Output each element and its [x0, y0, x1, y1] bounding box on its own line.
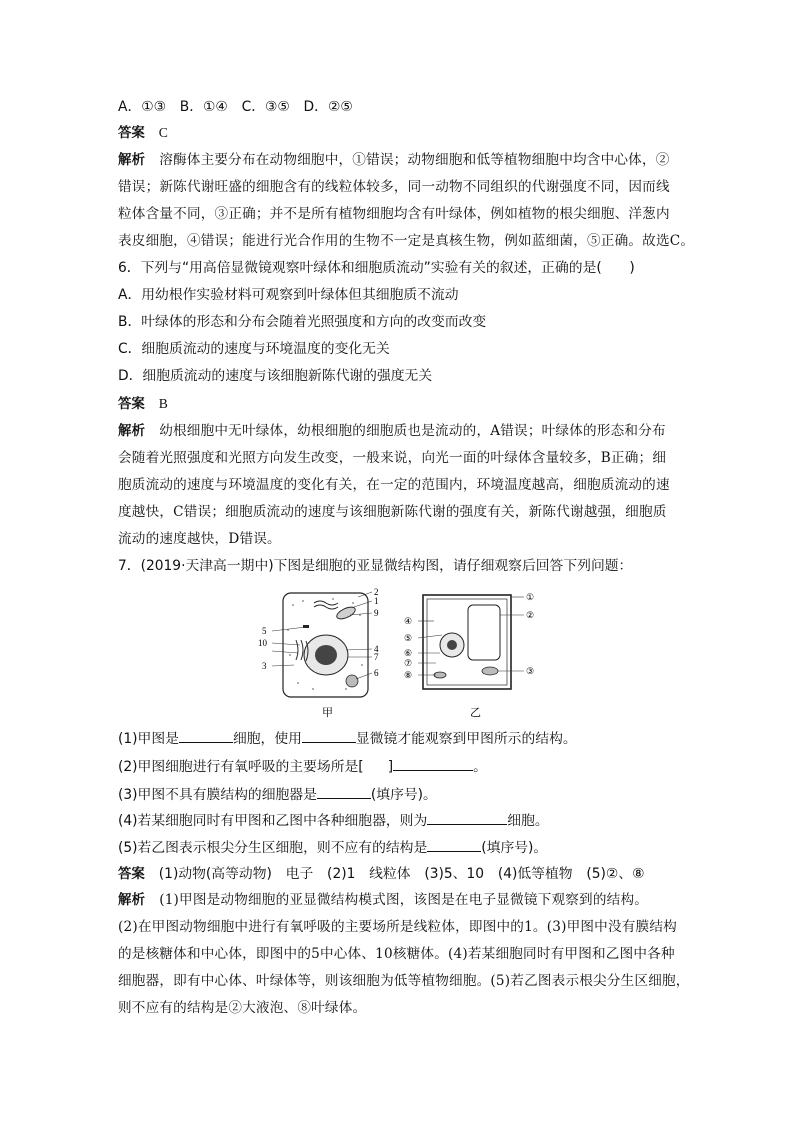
- animal-cell-centriole: [303, 625, 309, 628]
- animal-cell-lysosome: [346, 675, 358, 687]
- q7-sub4: (4)若某细胞同时有甲图和乙图中各种细胞器，则为 细胞。: [118, 813, 549, 829]
- q7-explain-line-5: 则不应有的结构是②大液泡、⑧叶绿体。: [118, 1000, 367, 1016]
- q6-explain-line-3: 胞质流动的速度与环境温度的变化有关，在一定的范围内，环境温度越高，细胞质流动的速: [118, 477, 670, 493]
- answer-label: 答案: [118, 397, 145, 412]
- jia-caption: 甲: [322, 707, 333, 719]
- q6-explain-line-1: [118, 422, 666, 441]
- q7-sub1: (1)甲图是 细胞，使用 显微镜才能观察到甲图所示的结构。: [118, 731, 577, 747]
- yi-caption: 乙: [470, 707, 481, 719]
- q7-sub5: (5)若乙图表示根尖分生区细胞，则不应有的结构是 (填序号)。: [118, 840, 548, 856]
- jia-label-3: 3: [262, 661, 267, 671]
- yi-label-4: ④: [404, 616, 413, 626]
- plant-cell-chloroplast: [482, 667, 498, 675]
- q7-answer-value: (1)动物(高等动物) 电子 (2)1 线粒体 (3)5、10 (4)低等植物 (5)②、⑧: [158, 866, 645, 882]
- q7-explain-line-1: [118, 891, 648, 910]
- q7-answer: [118, 865, 644, 884]
- q5-explain-line-3: 粒体含量不同，③正确；并不是所有植物细胞均含有叶绿体，例如植物的根尖细胞、洋葱内: [118, 206, 670, 222]
- yi-label-6: ⑥: [404, 648, 413, 658]
- jia-label-5: 5: [262, 626, 267, 636]
- jia-label-6: 6: [374, 668, 379, 678]
- jia-label-2: 2: [374, 587, 379, 597]
- q7-sub3: (3)甲图不具有膜结构的细胞器是 (填序号)。: [118, 787, 437, 803]
- plant-cell-nucleolus: [447, 640, 457, 650]
- q6-option-b: B．叶绿体的形态和分布会随着光照强度和方向的改变而改变: [118, 314, 487, 330]
- q6-option-a: A．用幼根作实验材料可观察到叶绿体但其细胞质不流动: [118, 287, 459, 303]
- q6-option-c: C．细胞质流动的速度与环境温度的变化无关: [118, 341, 390, 357]
- q5-explain-line-2: 错误；新陈代谢旺盛的细胞含有的线粒体较多，同一动物不同组织的代谢强度不同，因而线: [118, 179, 670, 195]
- yi-label-2: ②: [526, 610, 535, 620]
- q7-explain-line-3: 的是核糖体和中心体，即图中的5中心体、10核糖体。(4)若某细胞同时有甲图和乙图中各种: [118, 946, 675, 962]
- answer-blank[interactable]: [179, 729, 233, 743]
- q7-explain-line-2: (2)在甲图动物细胞中进行有氧呼吸的主要场所是线粒体，即图中的1。(3)甲图中没有膜结构: [118, 919, 677, 935]
- q5-answer: [118, 124, 168, 143]
- jia-label-9: 9: [374, 608, 379, 618]
- q6-stem: 6．下列与“用高倍显微镜观察叶绿体和细胞质流动”实验有关的叙述，正确的是( ): [118, 260, 635, 276]
- answer-label: 答案: [118, 126, 145, 141]
- explain-label: 解析: [118, 893, 146, 908]
- explain-label: 解析: [118, 153, 146, 168]
- q6-explain-line-2: 会随着光照强度和光照方向发生改变，一般来说，向光一面的叶绿体含量较多，B正确；细: [118, 450, 667, 466]
- animal-cell-diagram: [258, 587, 379, 719]
- answer-blank[interactable]: [393, 757, 473, 771]
- q5-answer-value: C: [158, 125, 168, 140]
- explain-label: 解析: [118, 424, 146, 439]
- animal-cell-nucleolus: [315, 645, 337, 665]
- jia-label-7: 7: [374, 652, 379, 662]
- answer-blank[interactable]: [317, 785, 371, 799]
- yi-label-8: ⑧: [404, 670, 413, 680]
- q6-explain-line-4: 度越快，C错误；细胞质流动的速度与该细胞新陈代谢的强度有关，新陈代谢越强，细胞质: [118, 504, 667, 520]
- yi-label-5: ⑤: [404, 633, 413, 643]
- q6-explain-line-5: 流动的速度越快，D错误。: [118, 531, 281, 547]
- jia-label-4: 4: [374, 644, 379, 654]
- q5-explain-line-1: [118, 151, 670, 170]
- yi-label-7: ⑦: [404, 658, 413, 668]
- q6-option-d: D．细胞质流动的速度与该细胞新陈代谢的强度无关: [118, 368, 433, 384]
- answer-blank[interactable]: [427, 811, 507, 825]
- jia-label-1: 1: [374, 596, 379, 606]
- q6-answer: [118, 395, 168, 414]
- yi-label-3: ③: [526, 666, 535, 676]
- q7-sub2: (2)甲图细胞进行有氧呼吸的主要场所是[ ] 。: [118, 759, 487, 775]
- answer-blank[interactable]: [302, 729, 356, 743]
- jia-label-10: 10: [258, 638, 267, 648]
- explain-text: 幼根细胞中无叶绿体，幼根细胞的细胞质也是流动的，A错误；叶绿体的形态和分布: [159, 423, 666, 439]
- answer-label: 答案: [118, 867, 145, 882]
- plant-cell-vacuole: [468, 605, 500, 660]
- q5-options: A．①③ B．①④ C．③⑤ D．②⑤: [118, 99, 353, 115]
- q6-answer-value: B: [158, 396, 168, 411]
- q5-explain-line-4: 表皮细胞，④错误；能进行光合作用的生物不一定是真核生物，例如蓝细菌，⑤正确。故选C。: [118, 233, 695, 249]
- plant-cell-diagram: [404, 592, 534, 719]
- yi-label-1: ①: [526, 592, 535, 602]
- explain-text: 溶酶体主要分布在动物细胞中，①错误；动物细胞和低等植物细胞中均含中心体，②: [159, 152, 670, 168]
- q7-stem: 7．(2019·天津高一期中)下图是细胞的亚显微结构图，请仔细观察后回答下列问题：: [118, 558, 633, 574]
- answer-blank[interactable]: [427, 838, 481, 852]
- cell-structure-figure: [258, 585, 558, 720]
- explain-text: (1)甲图是动物细胞的亚显微结构模式图，该图是在电子显微镜下观察到的结构。: [159, 892, 649, 908]
- q7-explain-line-4: 细胞器，即有中心体、叶绿体等，则该细胞为低等植物细胞。(5)若乙图表示根尖分生区细胞，: [118, 973, 690, 989]
